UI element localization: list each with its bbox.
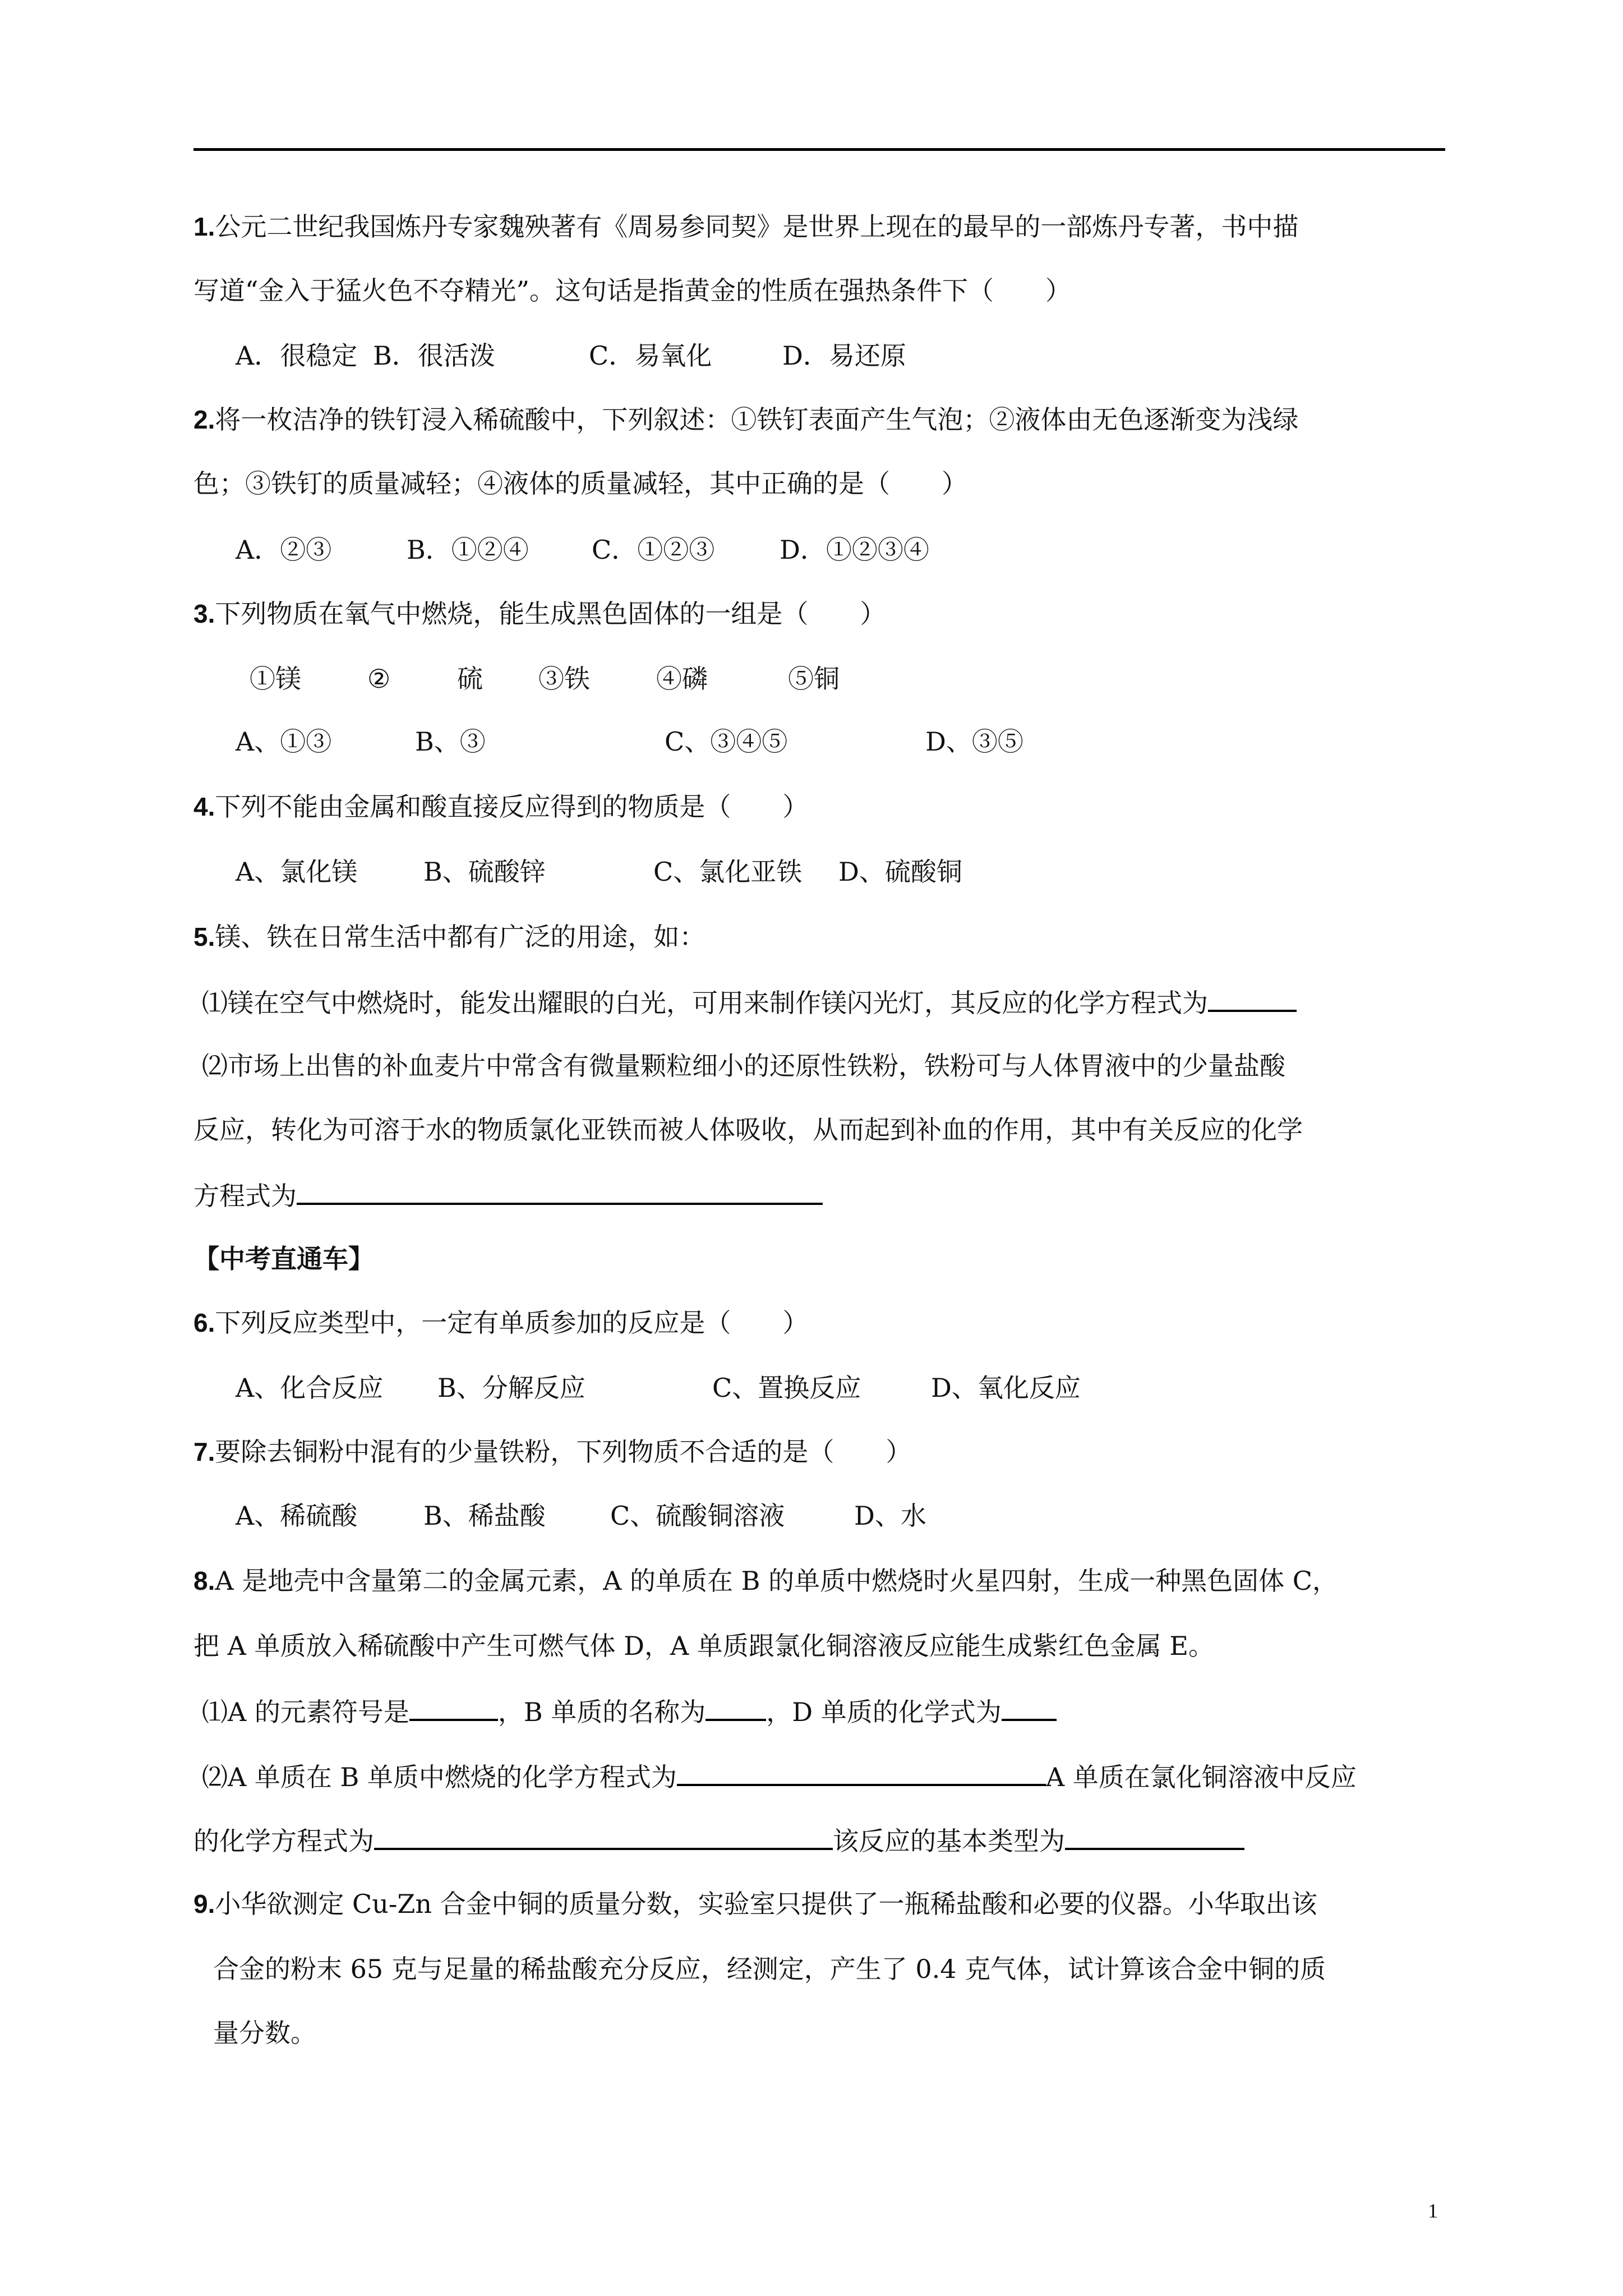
q8-sub2-text-b: A 单质在氯化铜溶液中反应 bbox=[1045, 1762, 1357, 1792]
q4-number: 4. bbox=[193, 792, 215, 821]
q6-option-d: D、氧化反应 bbox=[931, 1373, 1081, 1403]
q5-number: 5. bbox=[193, 922, 215, 951]
q1-option-a: A．很稳定 bbox=[236, 341, 358, 371]
q2-line1 bbox=[193, 403, 1298, 436]
q3-option-b: B、③ bbox=[415, 726, 486, 757]
q1-text-1: 公元二世纪我国炼丹专家魏殃著有《周易参同契》是世界上现在的最早的一部炼丹专著，书中描 bbox=[215, 211, 1299, 242]
q4-option-a: A、氯化镁 bbox=[236, 857, 358, 887]
section-title: 【中考直通车】 bbox=[193, 1244, 374, 1274]
q7-text-1: 要除去铜粉中混有的少量铁粉，下列物质不合适的是（ ） bbox=[215, 1437, 912, 1467]
q8-sub2-text-c: 的化学方程式为 bbox=[193, 1826, 374, 1856]
q5-sub2-line1: ⑵市场上出售的补血麦片中常含有微量颗粒细小的还原性铁粉，铁粉可与人体胃液中的少量盐酸 bbox=[202, 1051, 1285, 1081]
q3-line1 bbox=[193, 597, 886, 631]
q3-number: 3. bbox=[193, 599, 215, 628]
q7-option-b: B、稀盐酸 bbox=[423, 1501, 546, 1531]
q7-option-d: D、水 bbox=[854, 1501, 926, 1531]
q1-option-d: D．易还原 bbox=[782, 341, 906, 371]
q4-option-b: B、硫酸锌 bbox=[423, 857, 546, 887]
q2-option-c: C．①②③ bbox=[592, 535, 715, 565]
q6-text-1: 下列反应类型中，一定有单质参加的反应是（ ） bbox=[215, 1308, 809, 1338]
q8-reaction-type-blank[interactable] bbox=[1065, 1822, 1244, 1850]
q5-sub1 bbox=[202, 984, 1297, 1020]
q5-sub2-line3 bbox=[193, 1177, 823, 1213]
q8-line2: 把 A 单质放入稀硫酸中产生可燃气体 D，A 单质跟氯化铜溶液反应能生成紫红色金属 E。 bbox=[193, 1631, 1215, 1661]
q2-option-d: D．①②③④ bbox=[780, 535, 929, 565]
q2-option-b: B．①②④ bbox=[407, 535, 529, 565]
q4-option-c: C、氯化亚铁 bbox=[653, 857, 803, 887]
q6-option-c: C、置换反应 bbox=[712, 1373, 861, 1403]
q9-line3: 量分数。 bbox=[213, 2018, 316, 2048]
q9-line1 bbox=[193, 1887, 1317, 1921]
q6-number: 6. bbox=[193, 1308, 215, 1337]
q6-line1 bbox=[193, 1306, 808, 1340]
q8-sub1 bbox=[202, 1693, 1057, 1729]
q2-number: 2. bbox=[193, 405, 215, 434]
q3-item-2: ② bbox=[367, 664, 391, 694]
q3-option-c: C、③④⑤ bbox=[665, 726, 788, 757]
q1-line2: 写道“金入于猛火色不夺精光”。这句话是指黄金的性质在强热条件下（ ） bbox=[193, 275, 1072, 306]
q6-option-b: B、分解反应 bbox=[437, 1373, 585, 1403]
q6-options bbox=[236, 1371, 1081, 1405]
q6-option-a: A、化合反应 bbox=[236, 1373, 384, 1403]
q5-sub2-line2: 反应，转化为可溶于水的物质氯化亚铁而被人体吸收，从而起到补血的作用，其中有关反应的化学 bbox=[193, 1115, 1303, 1145]
q3-item-3: 硫 bbox=[457, 664, 483, 694]
q3-text-1: 下列物质在氧气中燃烧，能生成黑色固体的一组是（ ） bbox=[215, 599, 886, 629]
q8-text-1: A 是地壳中含量第二的金属元素，A 的单质在 B 的单质中燃烧时火星四射，生成一种黑色固体 C， bbox=[215, 1566, 1338, 1596]
q3-options bbox=[236, 725, 1023, 758]
q3-item-6: ⑤铜 bbox=[788, 664, 840, 694]
q7-options bbox=[236, 1499, 926, 1533]
q8-sub2-text-d: 该反应的基本类型为 bbox=[833, 1826, 1065, 1856]
q2-text-1: 将一枚洁净的铁钉浸入稀硫酸中，下列叙述：①铁钉表面产生气泡；②液体由无色逐渐变为浅绿 bbox=[215, 404, 1299, 435]
q3-items bbox=[250, 662, 840, 696]
q3-option-a: A、①③ bbox=[236, 726, 332, 757]
q5-sub1-text: ⑴镁在空气中燃烧时，能发出耀眼的白光，可用来制作镁闪光灯，其反应的化学方程式为 bbox=[202, 988, 1208, 1018]
q8-sub1-text-c: ，D 单质的化学式为 bbox=[766, 1697, 1002, 1727]
q9-line2: 合金的粉末 65 克与足量的稀盐酸充分反应，经测定，产生了 0.4 克气体，试计算该合金中铜的质 bbox=[213, 1954, 1326, 1984]
q7-option-c: C、硫酸铜溶液 bbox=[610, 1501, 785, 1531]
q8-element-symbol-blank[interactable] bbox=[409, 1693, 498, 1721]
q8-d-formula-blank[interactable] bbox=[1002, 1693, 1057, 1721]
q4-text-1: 下列不能由金属和酸直接反应得到的物质是（ ） bbox=[215, 792, 809, 822]
q8-sub2-line2 bbox=[193, 1822, 1244, 1858]
q7-number: 7. bbox=[193, 1437, 215, 1466]
q7-option-a: A、稀硫酸 bbox=[236, 1501, 358, 1531]
q8-sub1-text-b: ，B 单质的名称为 bbox=[497, 1697, 706, 1727]
q2-options bbox=[236, 533, 929, 567]
q1-number: 1. bbox=[193, 212, 215, 241]
q1-line1 bbox=[193, 210, 1298, 243]
q8-combustion-equation-blank[interactable] bbox=[677, 1758, 1046, 1786]
q5-sub2-answer-blank[interactable] bbox=[297, 1177, 823, 1205]
q5-text-1: 镁、铁在日常生活中都有广泛的用途，如： bbox=[215, 922, 706, 952]
q3-option-d: D、③⑤ bbox=[925, 726, 1023, 757]
q1-options bbox=[236, 339, 906, 372]
q2-line2: 色；③铁钉的质量减轻；④液体的质量减轻，其中正确的是（ ） bbox=[193, 468, 967, 499]
q8-sub2-line1 bbox=[202, 1758, 1357, 1794]
q8-number: 8. bbox=[193, 1566, 215, 1595]
q3-item-4: ③铁 bbox=[538, 664, 590, 694]
q1-option-b: B．很活泼 bbox=[373, 341, 495, 371]
q4-options bbox=[236, 855, 962, 889]
q1-option-c: C．易氧化 bbox=[589, 341, 712, 371]
q5-sub1-answer-blank[interactable] bbox=[1208, 984, 1297, 1012]
q3-item-1: ①镁 bbox=[250, 664, 301, 694]
q3-item-5: ④磷 bbox=[656, 664, 708, 694]
q8-line1 bbox=[193, 1564, 1338, 1598]
q4-option-d: D、硫酸铜 bbox=[838, 857, 962, 887]
header-rule bbox=[193, 148, 1445, 151]
q9-number: 9. bbox=[193, 1889, 215, 1918]
q8-b-name-blank[interactable] bbox=[706, 1693, 766, 1721]
q8-displacement-equation-blank[interactable] bbox=[374, 1822, 833, 1850]
q8-sub2-text-a: ⑵A 单质在 B 单质中燃烧的化学方程式为 bbox=[202, 1762, 677, 1792]
q2-option-a: A．②③ bbox=[236, 535, 332, 565]
q8-sub1-text-a: ⑴A 的元素符号是 bbox=[202, 1697, 409, 1727]
q9-text-1: 小华欲测定 Cu-Zn 合金中铜的质量分数，实验室只提供了一瓶稀盐酸和必要的仪器。小华取出该 bbox=[215, 1889, 1317, 1919]
q4-line1 bbox=[193, 790, 808, 823]
q7-line1 bbox=[193, 1435, 911, 1469]
q5-line1 bbox=[193, 920, 705, 954]
q5-sub2-text: 方程式为 bbox=[193, 1181, 297, 1211]
page-number: 1 bbox=[1428, 2200, 1438, 2222]
